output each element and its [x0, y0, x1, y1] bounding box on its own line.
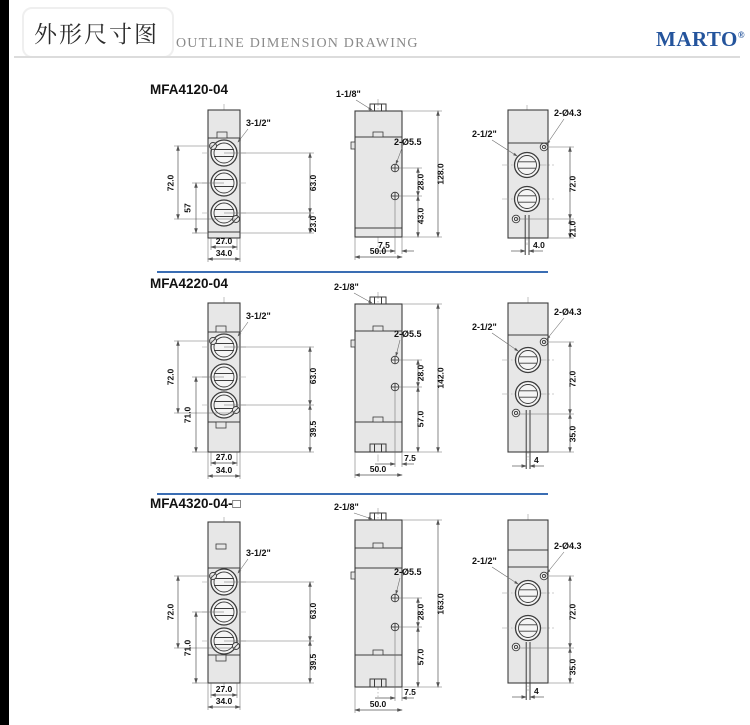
dim-label: 4	[534, 455, 539, 465]
dim-label: 128.0	[435, 163, 446, 185]
dim-label: 71.0	[182, 406, 193, 424]
dim-label: 72.0	[165, 603, 176, 621]
side-view-drawing-3	[330, 500, 460, 725]
dim-label: 72.0	[165, 174, 176, 192]
dim-label: 50.0	[369, 246, 387, 256]
row-separator	[157, 271, 548, 273]
dim-label: 39.5	[308, 653, 318, 671]
dim-label: 43.0	[415, 207, 426, 225]
holes-note: 2-Ø4.3	[554, 108, 582, 118]
holes-note: 2-Ø5.5	[394, 137, 422, 147]
port-top	[515, 153, 540, 178]
side-view-drawing-2	[330, 280, 460, 493]
brand-registered-mark: ®	[737, 30, 746, 40]
screw-hole	[512, 643, 520, 651]
front-view-drawing-3	[150, 515, 330, 725]
header-divider	[14, 56, 740, 58]
dim-label: 63.0	[308, 602, 318, 620]
dim-label: 7.5	[404, 453, 416, 463]
port-size-note: 3-1/2"	[246, 311, 271, 321]
dim-label: 50.0	[369, 464, 387, 474]
top-port-note: 1-1/8"	[336, 89, 361, 99]
back-view-drawing-1	[470, 85, 620, 270]
row-separator	[157, 493, 548, 495]
top-port-note: 2-1/8"	[334, 502, 359, 512]
holes-note: 2-Ø4.3	[554, 307, 582, 317]
dim-label: 28.0	[415, 364, 426, 382]
holes-note: 2-Ø4.3	[554, 541, 582, 551]
dim-label: 34.0	[215, 465, 233, 475]
dim-label: 39.5	[308, 420, 318, 438]
holes-note: 2-Ø5.5	[394, 567, 422, 577]
top-port-note: 2-1/8"	[334, 282, 359, 292]
page-title-cn: 外形尺寸图	[34, 21, 159, 47]
dim-label: 163.0	[435, 593, 446, 615]
dim-label: 4.0	[533, 240, 545, 250]
dim-label: 7.5	[378, 240, 390, 250]
dim-label: 63.0	[308, 174, 318, 192]
model-label-mfa4220: MFA4220-04	[150, 276, 229, 291]
port-size-note: 3-1/2"	[246, 118, 271, 128]
port-size-note: 2-1/2"	[472, 322, 497, 332]
model-label-mfa4320: MFA4320-04-□	[150, 496, 241, 511]
dim-label: 35.0	[567, 425, 578, 443]
port-size-note: 3-1/2"	[246, 548, 271, 558]
dim-label: 27.0	[215, 452, 233, 462]
brand-logo	[656, 27, 745, 52]
left-edge-bar	[0, 0, 9, 725]
dim-label: 57.0	[415, 410, 426, 428]
dim-label: 4	[534, 686, 539, 696]
dim-label: 34.0	[215, 248, 233, 258]
dim-label: 72.0	[567, 603, 578, 621]
side-view-drawing-1	[330, 85, 460, 267]
dim-label: 72.0	[567, 370, 578, 388]
back-view-drawing-2	[470, 280, 620, 493]
port-size-note: 2-1/2"	[472, 556, 497, 566]
back-view-drawing-3	[470, 500, 620, 725]
model-label-mfa4120: MFA4120-04	[150, 82, 229, 97]
page-title-en: OUTLINE DIMENSION DRAWING	[176, 36, 419, 51]
dim-label: 28.0	[415, 173, 426, 191]
screw-hole	[233, 407, 240, 414]
port-bottom	[516, 382, 541, 407]
holes-note: 2-Ø5.5	[394, 329, 422, 339]
dim-label: 21.0	[567, 220, 578, 238]
front-view-drawing-2	[150, 295, 330, 493]
port-size-note: 2-1/2"	[472, 129, 497, 139]
dim-label: 23.0	[308, 215, 318, 233]
dim-label: 71.0	[182, 639, 193, 657]
dim-label: 7.5	[404, 687, 416, 697]
dim-label: 63.0	[308, 367, 318, 385]
dim-label: 27.0	[215, 236, 233, 246]
dim-label: 27.0	[215, 684, 233, 694]
dim-label: 57.0	[415, 648, 426, 666]
port-bottom	[516, 616, 541, 641]
dim-label: 72.0	[165, 368, 176, 386]
dim-label: 28.0	[415, 603, 426, 621]
front-view-drawing-1	[150, 98, 330, 270]
dim-label: 72.0	[567, 175, 578, 193]
screw-hole	[233, 643, 240, 650]
port-top	[516, 348, 541, 373]
port-bottom	[515, 187, 540, 212]
dim-label: 34.0	[215, 696, 233, 706]
port-top	[516, 581, 541, 606]
brand-text: MARTO	[656, 27, 738, 51]
dim-label: 57	[182, 203, 193, 213]
dim-label: 142.0	[435, 367, 446, 389]
dim-label: 50.0	[369, 699, 387, 709]
dim-label: 35.0	[567, 658, 578, 676]
screw-hole	[512, 409, 520, 417]
